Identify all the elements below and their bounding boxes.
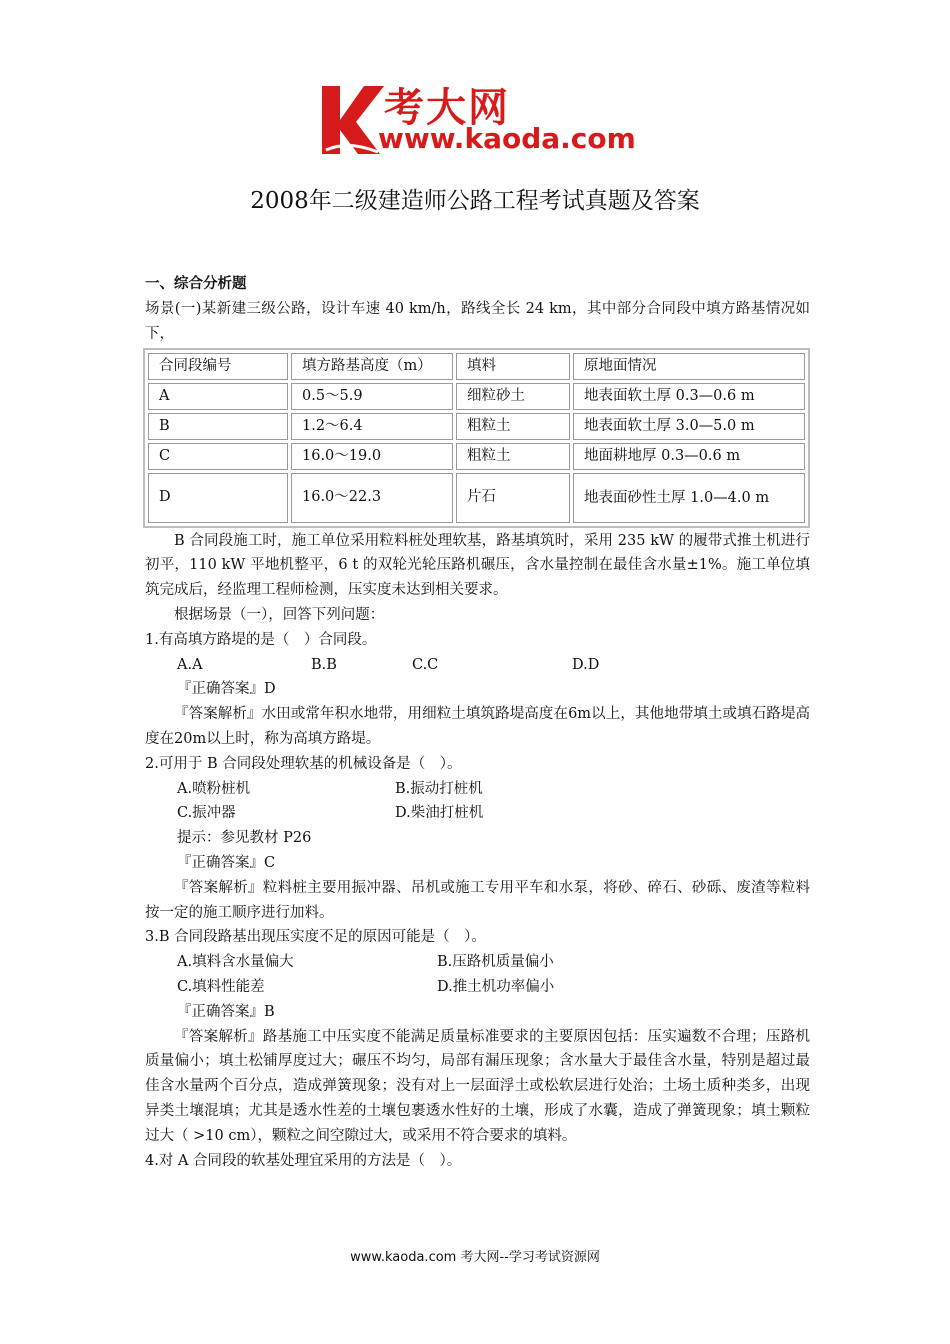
table-cell: 16.0～19.0 bbox=[291, 443, 453, 470]
option: B.压路机质量偏小 bbox=[437, 954, 554, 971]
table-cell: A bbox=[148, 383, 288, 410]
question-1-options bbox=[145, 653, 810, 678]
option: D.D bbox=[572, 656, 600, 673]
table-cell: C bbox=[148, 443, 288, 470]
table-cell: 1.2～6.4 bbox=[291, 413, 453, 440]
table-cell: 地面耕地厚 0.3—0.6 m bbox=[573, 443, 805, 470]
question-3-options bbox=[145, 975, 810, 1000]
table-cell: 地表面软土厚 0.3—0.6 m bbox=[573, 383, 805, 410]
table-cell: 0.5～5.9 bbox=[291, 383, 453, 410]
question-2-stem: 2.可用于 B 合同段处理软基的机械设备是（ ）。 bbox=[145, 755, 462, 772]
document-title: 2008年二级建造师公路工程考试真题及答案 bbox=[250, 188, 700, 214]
table-cell: 片石 bbox=[456, 473, 570, 523]
page-footer: www.kaoda.com 考大网--学习考试资源网 bbox=[350, 1250, 600, 1265]
question-2-answer: 『正确答案』C bbox=[177, 854, 276, 871]
table-row bbox=[148, 413, 805, 440]
question-2-options bbox=[145, 777, 810, 802]
question-3-answer: 『正确答案』B bbox=[177, 1003, 275, 1020]
table-header-cell: 合同段编号 bbox=[148, 353, 288, 380]
table-row bbox=[148, 473, 805, 523]
scene-text: B 合同段施工时，施工单位采用粒料桩处理软基，路基填筑时，采用 235 kW 的履带式推土机进行初平，110 kW 平地机整平，6 t 的双轮光轮压路机碾压，含水量控制在最佳含水量±1%。施工单位填筑完成后，经监理工程师检测，压实度未达到相关要求。 bbox=[145, 532, 810, 599]
logo-url-text: www.kaoda.com bbox=[378, 122, 636, 155]
question-2-hint: 提示：参见教材 P26 bbox=[177, 830, 312, 847]
question-2-analysis: 『答案解析』粒料桩主要用振冲器、吊机或施工专用平车和水泵，将砂、碎石、砂砾、废渣等粒料按一定的施工顺序进行加料。 bbox=[145, 879, 810, 921]
table-cell: 细粒砂土 bbox=[456, 383, 570, 410]
scene-intro: 场景(一)某新建三级公路，设计车速 40 km/h，路线全长 24 km，其中部分合同段中填方路基情况如下， bbox=[145, 300, 810, 342]
logo-chinese-text: 考大网 bbox=[384, 85, 510, 131]
table-cell: 粗粒土 bbox=[456, 413, 570, 440]
option: A.A bbox=[177, 656, 203, 673]
table-row bbox=[148, 443, 805, 470]
table-cell: 地表面软土厚 3.0—5.0 m bbox=[573, 413, 805, 440]
option: D.柴油打桩机 bbox=[395, 805, 484, 822]
option: C.振冲器 bbox=[177, 805, 236, 822]
table-cell: 地表面砂性土厚 1.0—4.0 m bbox=[573, 473, 805, 523]
table-header-cell: 填料 bbox=[456, 353, 570, 380]
question-3-analysis: 『答案解析』路基施工中压实度不能满足质量标准要求的主要原因包括：压实遍数不合理；压路机质量偏小；填土松铺厚度过大；碾压不均匀，局部有漏压现象；含水量大于最佳含水量，特别是超过最佳含水量两个百分点，造成弹簧现象；没有对上一层面浮土或松软层进行处治；土场土质种类多，出现异类土壤混填；尤其是透水性差的土壤包裹透水性好的土壤，形成了水囊，造成了弹簧现象；填土颗粒过大（ >10 cm），颗粒之间空隙过大，或采用不符合要求的填料。 bbox=[145, 1028, 810, 1144]
question-3-stem: 3.B 合同段路基出现压实度不足的原因可能是（ ）。 bbox=[145, 929, 486, 946]
option: A.填料含水量偏大 bbox=[177, 954, 294, 971]
kaoda-logo bbox=[318, 80, 638, 160]
table-row bbox=[148, 383, 805, 410]
table-cell: 16.0～22.3 bbox=[291, 473, 453, 523]
section-heading: 一、综合分析题 bbox=[145, 276, 247, 292]
table-cell: 粗粒土 bbox=[456, 443, 570, 470]
document-body bbox=[145, 272, 810, 1173]
question-1-analysis: 『答案解析』水田或常年积水地带，用细粒土填筑路堤高度在6m以上，其他地带填土或填石路堤高度在20m以上时，称为高填方路堤。 bbox=[145, 706, 810, 747]
option: C.C bbox=[412, 656, 439, 673]
question-3-options bbox=[145, 950, 810, 975]
option: A.喷粉桩机 bbox=[177, 780, 251, 797]
question-2-options bbox=[145, 801, 810, 826]
question-1-answer: 『正确答案』D bbox=[177, 681, 276, 698]
table-header-row bbox=[148, 353, 805, 380]
option: D.推土机功率偏小 bbox=[437, 978, 555, 995]
question-1-stem: 1.有高填方路堤的是（ ）合同段。 bbox=[145, 631, 377, 648]
table-cell: D bbox=[148, 473, 288, 523]
table-header-cell: 填方路基高度（m） bbox=[291, 353, 453, 380]
question-prompt: 根据场景（一），回答下列问题： bbox=[174, 606, 385, 623]
option: B.振动打桩机 bbox=[395, 780, 483, 797]
option: B.B bbox=[311, 656, 337, 673]
table-header-cell: 原地面情况 bbox=[573, 353, 805, 380]
option: C.填料性能差 bbox=[177, 978, 265, 995]
table-cell: B bbox=[148, 413, 288, 440]
question-4-stem: 4.对 A 合同段的软基处理宜采用的方法是（ ）。 bbox=[145, 1152, 462, 1169]
contract-table bbox=[143, 348, 810, 527]
